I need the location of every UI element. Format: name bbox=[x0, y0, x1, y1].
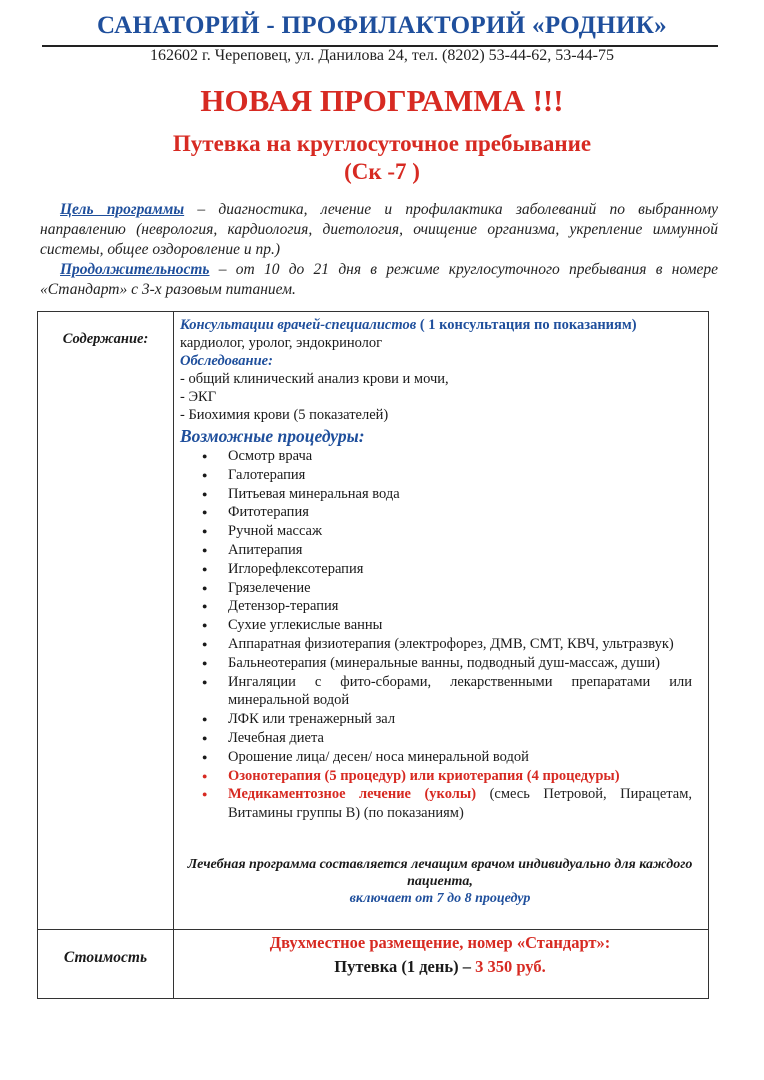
program-table bbox=[37, 311, 709, 999]
procedure-item: ● Лечебная диета bbox=[228, 729, 700, 748]
procedures-list bbox=[180, 447, 700, 823]
medication-item bbox=[228, 785, 700, 823]
goal-label: Цель программы bbox=[60, 201, 185, 218]
procedure-item: ● Галотерапия bbox=[228, 466, 700, 485]
procedure-item: ● Ручной массаж bbox=[228, 522, 700, 541]
cost-item: Путевка (1 день) – bbox=[334, 957, 476, 976]
procedure-item: ● Ингаляции с фито-сборами, лекарственными препаратами или минеральной водой bbox=[228, 673, 700, 711]
program-headline: НОВАЯ ПРОГРАММА !!! bbox=[200, 83, 564, 118]
procedure-item: ● Питьевая минеральная вода bbox=[228, 485, 700, 504]
cost-room-type: Двухместное размещение, номер «Стандарт»: bbox=[269, 933, 611, 952]
duration-text: – от 10 до 21 дня в режиме круглосуточного пребывания в номере «Стандарт» с 3-х разовым питанием. bbox=[40, 261, 718, 298]
program-code: (Ск -7 ) bbox=[344, 159, 420, 184]
consultations-title: Консультации врачей-специалистов bbox=[180, 317, 417, 333]
consultations-line bbox=[180, 316, 700, 334]
medication-title: Медикаментозное лечение (уколы) bbox=[228, 786, 477, 803]
exam-item: - Биохимия крови (5 показателей) bbox=[180, 407, 389, 423]
procedure-item: ● Сухие углекислые ванны bbox=[228, 616, 700, 635]
note-line-2: включает от 7 до 8 процедур bbox=[349, 891, 531, 906]
procedure-item: ● Апитерапия bbox=[228, 541, 700, 560]
procedure-item: ● Фитотерапия bbox=[228, 503, 700, 522]
sanatorium-name: САНАТОРИЙ - ПРОФИЛАКТОРИЙ «РОДНИК» bbox=[97, 12, 667, 39]
note-line-1: Лечебная программа составляется лечащим врачом индивидуально для каждого пациента, bbox=[187, 857, 693, 889]
procedure-item-highlighted: ● Озонотерапия (5 процедур) или криотерапия (4 процедуры) bbox=[228, 767, 700, 786]
exam-title: Обследование: bbox=[180, 353, 273, 369]
content-cell bbox=[180, 316, 700, 823]
program-intro bbox=[40, 200, 718, 300]
procedure-item: ● Орошение лица/ десен/ носа минеральной водой bbox=[228, 748, 700, 767]
program-subtitle: Путевка на круглосуточное пребывание bbox=[172, 131, 592, 156]
procedure-item: ● Грязелечение bbox=[228, 579, 700, 598]
procedure-item: ● Осмотр врача bbox=[228, 447, 700, 466]
goal-text: – диагностика, лечение и профилактика заболеваний по выбранному направлению (неврология, кардиология, диетология, очищение организма, укрепление иммунной системы, общее оздоровление и пр.) bbox=[40, 201, 719, 258]
procedure-item: ● ЛФК или тренажерный зал bbox=[228, 710, 700, 729]
table-row-divider bbox=[38, 929, 708, 930]
exam-list bbox=[180, 370, 700, 424]
procedure-item: ● Иглорефлексотерапия bbox=[228, 560, 700, 579]
medication-details: (смесь Петровой, Пирацетам, Витамины группы В) (по показаниям) bbox=[228, 786, 693, 822]
procedures-title: Возможные процедуры: bbox=[180, 426, 365, 446]
table-column-divider bbox=[173, 312, 174, 998]
exam-item: - общий клинический анализ крови и мочи, bbox=[180, 371, 449, 387]
sanatorium-address: 162602 г. Череповец, ул. Данилова 24, тел. (8202) 53-44-62, 53-44-75 bbox=[150, 47, 614, 64]
procedure-item: ● Детензор-терапия bbox=[228, 597, 700, 616]
program-note bbox=[180, 856, 700, 907]
content-label: Содержание: bbox=[62, 331, 149, 347]
duration-paragraph bbox=[40, 260, 718, 300]
cost-price: 3 350 руб. bbox=[475, 957, 546, 976]
consultations-doctors: кардиолог, уролог, эндокринолог bbox=[180, 335, 383, 351]
cost-label: Стоимость bbox=[63, 949, 148, 966]
consultations-note: ( 1 консультация по показаниям) bbox=[416, 317, 637, 333]
goal-paragraph bbox=[40, 200, 718, 260]
procedure-item: ● Бальнеотерапия (минеральные ванны, подводный душ-массаж, души) bbox=[228, 654, 700, 673]
cost-line bbox=[180, 957, 700, 977]
procedure-item: ● Аппаратная физиотерапия (электрофорез, ДМВ, СМТ, КВЧ, ультразвук) bbox=[228, 635, 700, 654]
exam-item: - ЭКГ bbox=[180, 389, 217, 405]
duration-label: Продолжительность bbox=[60, 261, 210, 278]
